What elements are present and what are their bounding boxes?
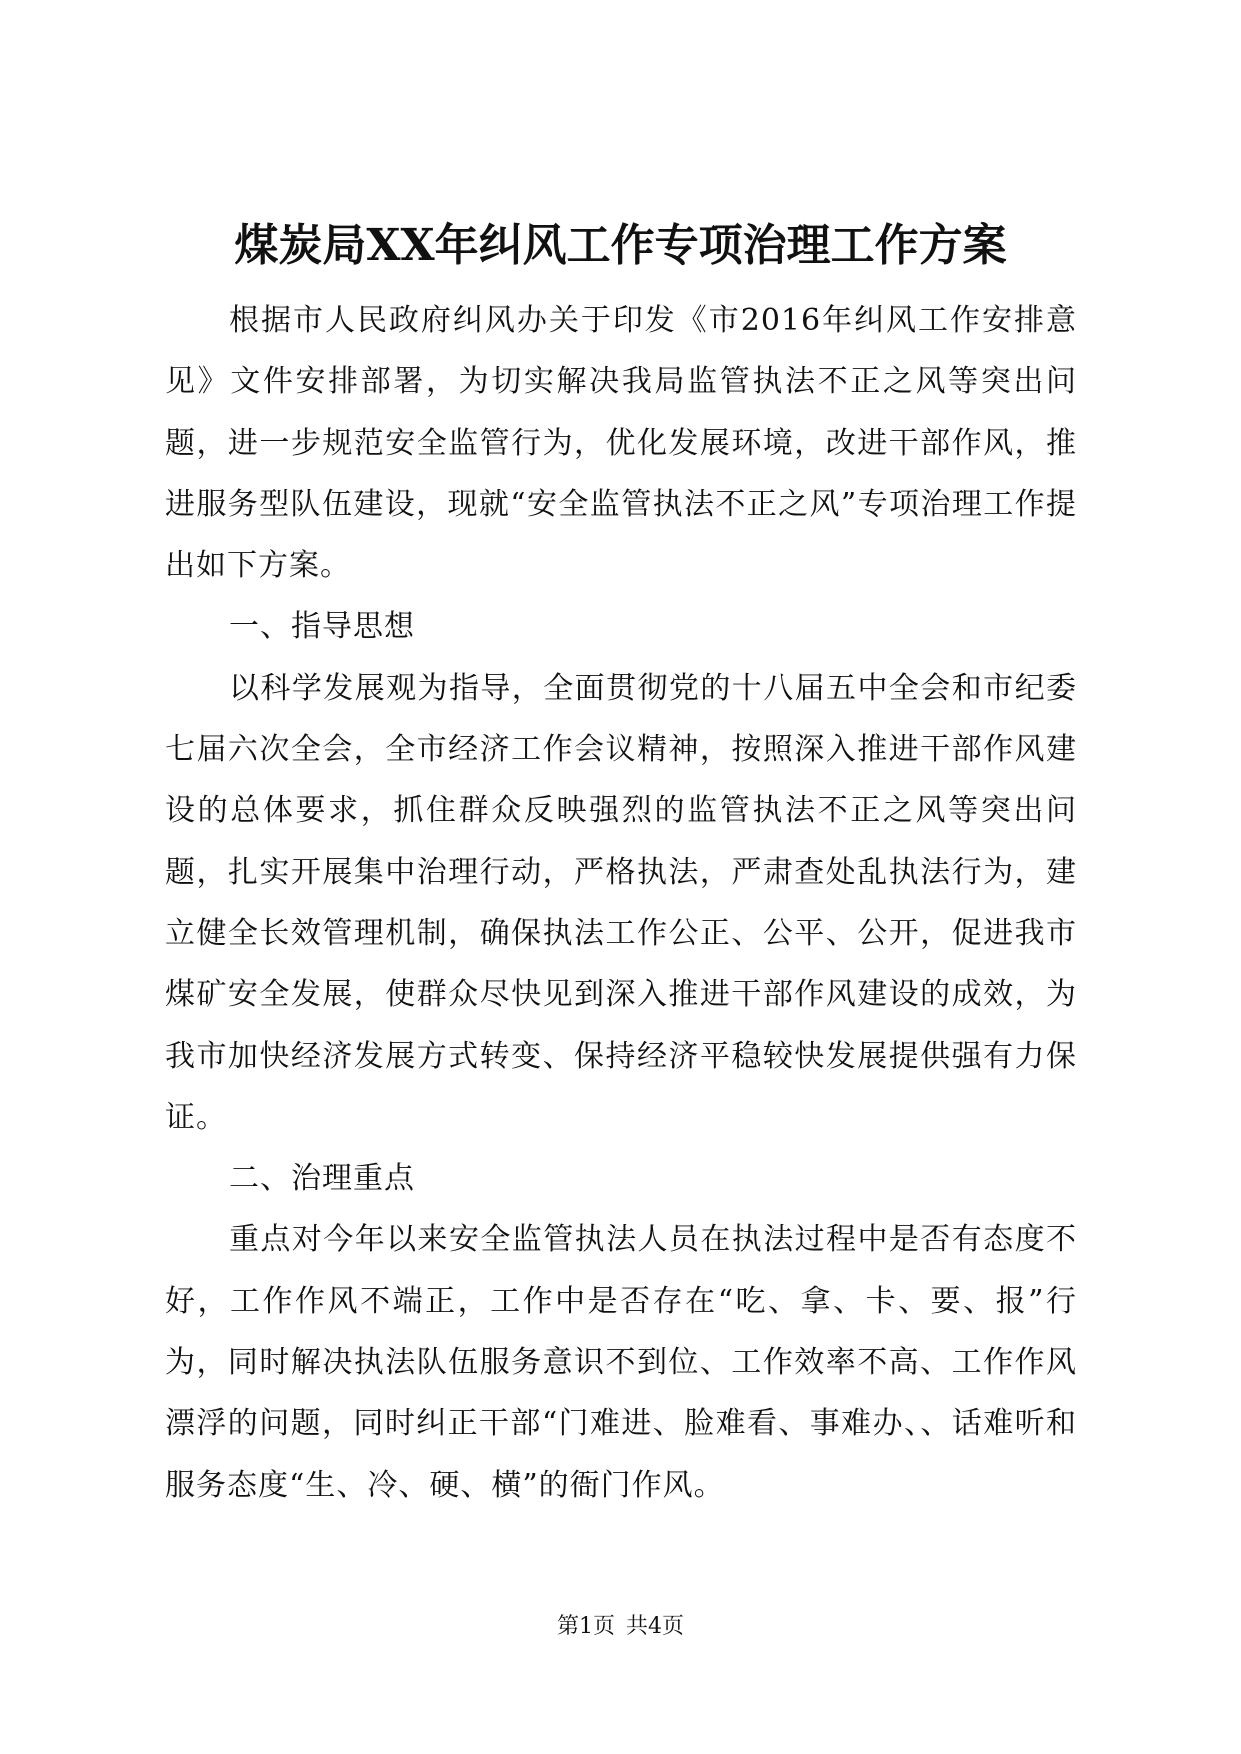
page-footer [0,1612,1241,1642]
paragraph-intro: 根据市人民政府纠风办关于印发《市2016年纠风工作安排意见》文件安排部署，为切实解决我局监管执法不正之风等突出问题，进一步规范安全监管行为，优化发展环境，改进干部作风，推进服务型队伍建设，现就“安全监管执法不正之风”专项治理工作提出如下方案。 [165,303,1077,584]
section-heading-guiding-ideology: 一、指导思想 [229,609,415,645]
document-body [165,290,1077,1516]
document-title: 煤炭局XX年纠风工作专项治理工作方案 [234,220,1007,271]
paragraph-governance-focus: 重点对今年以来安全监管执法人员在执法过程中是否有态度不好，工作作风不端正，工作中是否存在“吃、拿、卡、要、报”行为，同时解决执法队伍服务意识不到位、工作效率不高、工作作风漂浮的问题，同时纠正干部“门难进、脸难看、事难办、、话难听和服务态度“生、冷、硬、横”的衙门作风。 [165,1222,1077,1503]
page-total: 共4页 [626,1614,684,1639]
page-number: 第1页 [557,1614,615,1639]
section-heading-governance-focus: 二、治理重点 [229,1161,415,1197]
paragraph-guiding-ideology: 以科学发展观为指导，全面贯彻党的十八届五中全会和市纪委七届六次全会，全市经济工作会议精神，按照深入推进干部作风建设的总体要求，抓住群众反映强烈的监管执法不正之风等突出问题，扎实开展集中治理行动，严格执法，严肃查处乱执法行为，建立健全长效管理机制，确保执法工作公正、公平、公开，促进我市煤矿安全发展，使群众尽快见到深入推进干部作风建设的成效，为我市加快经济发展方式转变、保持经济平稳较快发展提供强有力保证。 [165,670,1077,1135]
